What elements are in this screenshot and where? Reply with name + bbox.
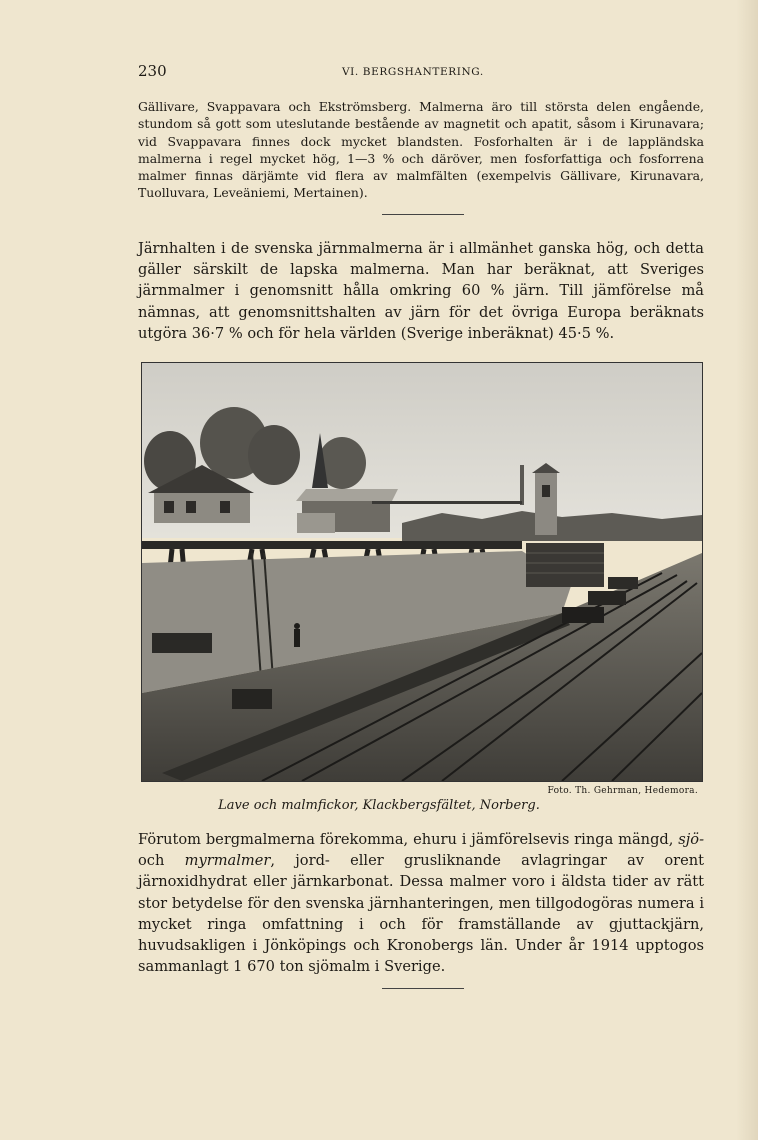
figure-caption — [0, 798, 758, 813]
emphasis-myrmalmer: myrmalmer — [184, 852, 271, 870]
caption-part-2: Klackbergsfältet, Norberg. — [362, 798, 540, 813]
paragraph-1: Gällivare, Svappavara och Ekströmsberg. Malmerna äro till största delen engående, stundom så gott som uteslutande bestående av magnetit och apatit, såsom i Kirunavara; vid Svappavara finnes dock mycket blandsten. Fosforhalten är i de lappländska malmerna i regel mycket hög, 1—3 % och däröver, men fosforfattiga och fosforrena malmer finnas därjämte vid flera av malmfälten (exempelvis Gällivare, Kirunavara, Tuolluvara, Leveäniemi, Mertainen). — [138, 99, 704, 201]
paragraph-3-part-a: Förutom bergmalmerna förekomma, ehuru i jämförelsevis ringa mängd, — [138, 831, 679, 848]
caption-part-1: Lave och malmfickor, — [218, 798, 363, 813]
section-rule-1 — [382, 214, 464, 215]
mine-photograph — [141, 362, 703, 782]
paragraph-3-part-c: , jord- eller grusliknande avlagringar av orent järnoxidhydrat eller järnkarbonat. Dessa malmer voro i äldsta tider av rätt stor betydelse för den svenska järnhanteringen, men tillgodogöras numera i mycket ringa omfattning i och för framställande av gjuttackjärn, huvudsakligen i Jönköpings och Kronobergs län. Under år 1914 upptogos sammanlagt 1 670 ton sjömalm i Sverige. — [138, 852, 704, 976]
page-edge-shadow — [736, 0, 758, 1140]
paragraph-3 — [138, 829, 704, 977]
running-head: VI. BERGSHANTERING. — [342, 66, 484, 78]
paragraph-3-part-b: och — [138, 852, 185, 870]
section-rule-2 — [382, 988, 464, 989]
paragraph-2: Järnhalten i de svenska järnmalmerna är i allmänhet ganska hög, och detta gäller särskilt de lapska malmerna. Man har beräknat, att Sveriges järnmalmer i genomsnitt hålla omkring 60 % järn. Till jämförelse må nämnas, att genomsnittshalten av järn för det övriga Europa beräknats utgöra 36·7 % och för hela världen (Sverige inberäknat) 45·5 %. — [138, 240, 704, 342]
emphasis-sjo: sjö- — [678, 831, 704, 848]
page-number: 230 — [138, 62, 167, 80]
photo-credit: Foto. Th. Gehrman, Hedemora. — [547, 786, 698, 796]
